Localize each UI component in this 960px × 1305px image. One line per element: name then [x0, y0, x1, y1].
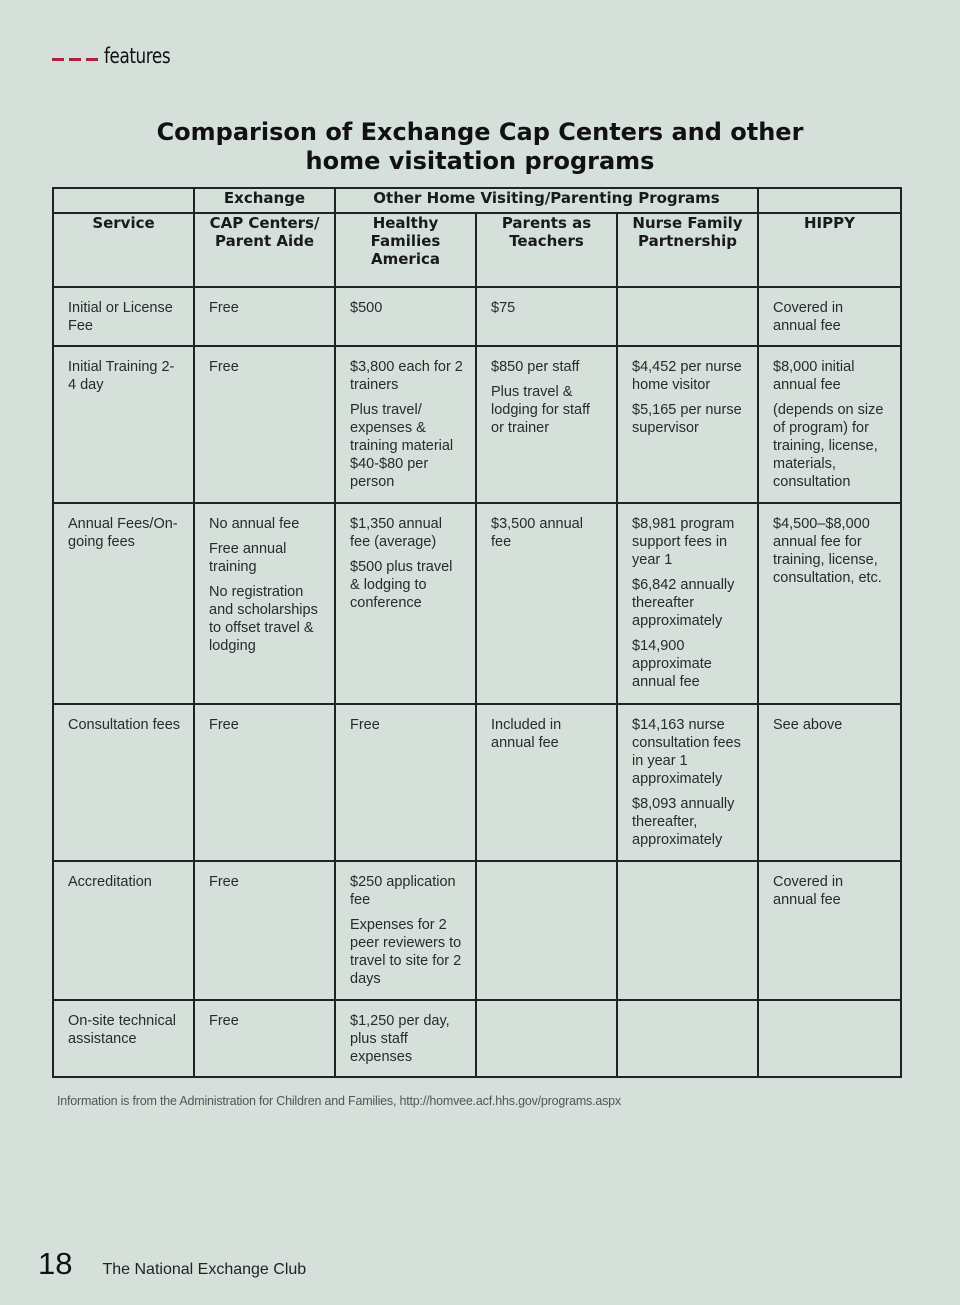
parents-as-teachers-cell — [476, 1000, 617, 1077]
hippy-cell — [758, 704, 901, 861]
column-header-hippy: HIPPY — [758, 213, 901, 287]
cell-text: $8,981 program support fees in year 1 — [632, 516, 735, 568]
page-number: 18 — [38, 1246, 73, 1281]
table-row — [53, 346, 901, 503]
comparison-table — [52, 187, 902, 1078]
service-label: On-site technical assistance — [68, 1013, 176, 1047]
service-cell — [53, 287, 194, 346]
table-row — [53, 861, 901, 1000]
parents-as-teachers-cell — [476, 346, 617, 503]
hippy-cell — [758, 503, 901, 704]
healthy-families-cell — [335, 346, 476, 503]
cell-text: $850 per staff — [491, 359, 580, 375]
cap-centers-cell — [194, 503, 335, 704]
parents-as-teachers-cell — [476, 704, 617, 861]
table-row — [53, 1000, 901, 1077]
cell-text: $500 plus travel & lodging to conference — [350, 559, 453, 611]
cell-text: $6,842 annually thereafter approximately — [632, 577, 735, 629]
table-row — [53, 287, 901, 346]
page-title — [0, 118, 960, 176]
column-header-healthy-families: Healthy Families America — [335, 213, 476, 287]
cell-text: $14,900 approximate annual fee — [632, 638, 712, 690]
nurse-family-cell — [617, 1000, 758, 1077]
cell-text: No registration and scholarships to offset travel & lodging — [209, 584, 318, 654]
cell-text: $250 application fee — [350, 874, 456, 908]
cell-text: Free — [350, 717, 380, 733]
publication-name: The National Exchange Club — [102, 1261, 307, 1278]
service-cell — [53, 704, 194, 861]
healthy-families-cell — [335, 861, 476, 1000]
cell-text: Free — [209, 717, 239, 733]
group-header-row — [53, 188, 901, 213]
cell-text: Plus travel & lodging for staff or trainer — [491, 384, 590, 436]
cell-text: Free — [209, 1013, 239, 1029]
title-line-1: Comparison of Exchange Cap Centers and other — [156, 118, 804, 146]
healthy-families-cell — [335, 287, 476, 346]
healthy-families-cell — [335, 503, 476, 704]
column-header-row — [53, 213, 901, 287]
cell-text: $8,093 annually thereafter, approximately — [632, 796, 735, 848]
cell-text: $5,165 per nurse supervisor — [632, 402, 742, 436]
service-label: Initial Training 2-4 day — [68, 359, 175, 393]
cell-text: Free annual training — [209, 541, 287, 575]
group-header-empty-right — [758, 188, 901, 213]
service-label: Accreditation — [68, 874, 152, 890]
healthy-families-cell — [335, 1000, 476, 1077]
column-header-cap-centers: CAP Centers/ Parent Aide — [194, 213, 335, 287]
cell-text: $3,800 each for 2 trainers — [350, 359, 463, 393]
cell-text: Expenses for 2 peer reviewers to travel to site for 2 days — [350, 917, 462, 987]
group-header-empty — [53, 188, 194, 213]
table-row — [53, 704, 901, 861]
title-line-2: home visitation programs — [305, 147, 655, 175]
service-label: Consultation fees — [68, 717, 181, 733]
service-cell — [53, 346, 194, 503]
cell-text: No annual fee — [209, 516, 300, 532]
nurse-family-cell — [617, 861, 758, 1000]
cell-text: Covered in annual fee — [773, 300, 844, 334]
group-header-other-programs: Other Home Visiting/Parenting Programs — [335, 188, 758, 213]
cell-text: $3,500 annual fee — [491, 516, 583, 550]
cap-centers-cell — [194, 704, 335, 861]
service-cell — [53, 861, 194, 1000]
section-label: features — [104, 44, 171, 68]
service-label: Initial or License Fee — [68, 300, 173, 334]
cap-centers-cell — [194, 287, 335, 346]
cell-text: Free — [209, 300, 239, 316]
cell-text: Plus travel/ expenses & training material $40-$80 per person — [350, 402, 454, 490]
cell-text: Free — [209, 359, 239, 375]
cell-text: $75 — [491, 300, 516, 316]
dash-ornament — [52, 58, 98, 61]
section-header — [52, 44, 187, 68]
table-body — [53, 287, 901, 1077]
group-header-exchange: Exchange — [194, 188, 335, 213]
hippy-cell — [758, 861, 901, 1000]
service-label: Annual Fees/On-going fees — [68, 516, 178, 550]
cell-text: $500 — [350, 300, 383, 316]
parents-as-teachers-cell — [476, 503, 617, 704]
cell-text: Covered in annual fee — [773, 874, 844, 908]
cell-text: Free — [209, 874, 239, 890]
source-note: Information is from the Administration for Children and Families, http://homvee.acf.hhs.gov/programs.aspx — [57, 1094, 621, 1108]
parents-as-teachers-cell — [476, 287, 617, 346]
cell-text: $14,163 nurse consultation fees in year 1 approximately — [632, 717, 741, 787]
nurse-family-cell — [617, 704, 758, 861]
cap-centers-cell — [194, 1000, 335, 1077]
cell-text: $4,500–$8,000 annual fee for training, license, consultation, etc. — [773, 516, 882, 586]
cell-text: $4,452 per nurse home visitor — [632, 359, 742, 393]
hippy-cell — [758, 1000, 901, 1077]
nurse-family-cell — [617, 287, 758, 346]
cap-centers-cell — [194, 861, 335, 1000]
nurse-family-cell — [617, 503, 758, 704]
service-cell — [53, 1000, 194, 1077]
cell-text: $1,350 annual fee (average) — [350, 516, 442, 550]
column-header-service: Service — [53, 213, 194, 287]
column-header-nurse-family: Nurse Family Partnership — [617, 213, 758, 287]
cell-text: Included in annual fee — [491, 717, 562, 751]
table-row — [53, 503, 901, 704]
cell-text: (depends on size of program) for training, license, materials, consultation — [773, 402, 884, 490]
page-footer — [38, 1246, 306, 1282]
hippy-cell — [758, 287, 901, 346]
service-cell — [53, 503, 194, 704]
cap-centers-cell — [194, 346, 335, 503]
column-header-parents-as-teachers: Parents as Teachers — [476, 213, 617, 287]
parents-as-teachers-cell — [476, 861, 617, 1000]
cell-text: $8,000 initial annual fee — [773, 359, 855, 393]
cell-text: $1,250 per day, plus staff expenses — [350, 1013, 450, 1065]
nurse-family-cell — [617, 346, 758, 503]
cell-text: See above — [773, 717, 843, 733]
healthy-families-cell — [335, 704, 476, 861]
hippy-cell — [758, 346, 901, 503]
